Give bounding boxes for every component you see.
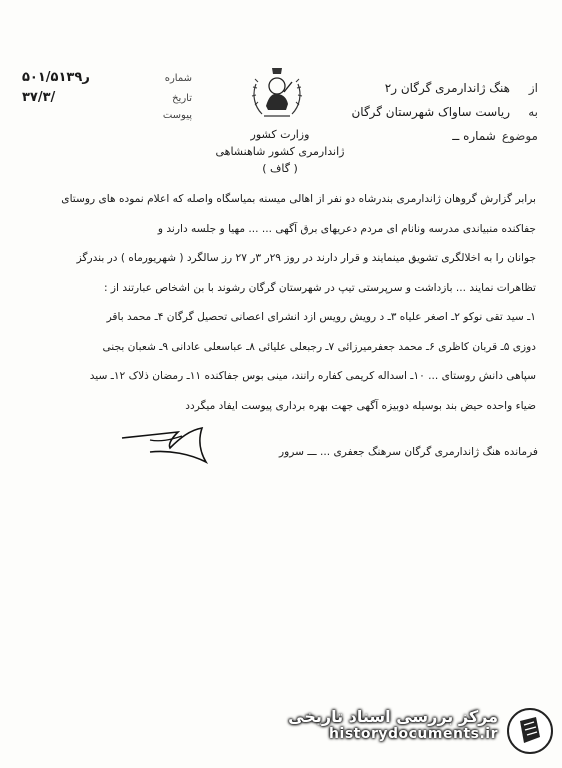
body-line: دوزی ۵ـ قربان کاظری ۶ـ محمد جعفرمیرزائی ۷ـ رجبعلی علیائی ۸ـ عباسعلی عادانی ۹ـ شعبان بجنی: [102, 340, 536, 353]
lion-and-sun-emblem-icon: [246, 62, 308, 122]
ministry-name: وزارت کشور: [250, 128, 310, 141]
to-label: به: [528, 105, 538, 119]
reference-block: [22, 70, 192, 130]
from-label: از: [528, 81, 538, 95]
attachment-label: پیوست: [162, 110, 192, 121]
watermark-url: historydocuments.ir: [329, 726, 498, 742]
letter-body: [24, 185, 536, 421]
letter-date: ۳۷/۳/: [22, 90, 56, 105]
body-line: ۱ـ سید تقی نوکو ۲ـ اصغر علیاه ۳ـ د رویش رویس ازد انشرای اعصانی تحصیل گرگان ۴ـ محمد باقر: [106, 311, 536, 323]
archive-logo-icon: [506, 707, 554, 755]
body-line: ضیاء واحده حیض بند بوسیله دوبیزه آگهی جهت بهره برداری پیوست ایفاد میگردد: [185, 399, 536, 412]
subject-value: شماره ــ: [452, 129, 496, 143]
from-value: هنگ ژاندارمری گرگان ر۲: [384, 81, 510, 95]
body-line: سپاهی دانش روستای ... ۱۰ـ اسداله کریمی کفاره رانند، مینی بوس جفاکنده ۱۱ـ رمضان ذلاک ۱۲ـ سید: [89, 370, 536, 382]
letter-date-label: تاریخ: [172, 93, 192, 104]
letter-number: ۵۰۱/۵ر۱۳۹: [22, 70, 90, 85]
body-line: جفاکنده منبیاندی مدرسه ونانام ای مردم دعریهای برق آگهی ... ... مهیا و جلسه دارند و: [157, 222, 536, 235]
to-value: ریاست ساواک شهرستان گرگان: [351, 105, 510, 119]
body-line: تظاهرات نمایند ... بازداشت و سرپرستی تیپ در شهرستان گرگان رشوند با بن اشخاص عبارتند از :: [103, 281, 536, 294]
body-line: جوانان را به اخلالگری تشویق مینمایند و قرار دارند در روز ۲۹ر ۳ر ۲۷ رز سالگرد ( شهریورماه ) در بندرگز: [76, 252, 536, 264]
addressing-block: [308, 76, 538, 148]
watermark-title: مرکز بررسی اسناد تاریخی: [288, 707, 498, 726]
letter-number-label: شماره: [164, 73, 192, 84]
subject-label: موضوع: [501, 129, 538, 143]
archive-watermark: [258, 703, 558, 761]
unit-code: ( گاف ): [262, 162, 298, 175]
body-line: برابر گزارش گروهان ژاندارمری بندرشاه دو نفر از اهالی میسنه بمیاسگاه واصله که اعلام نموده های روستای: [61, 193, 536, 205]
signatory-line: فرمانده هنگ ژاندارمری گرگان سرهنگ جعفری ... ـــ سرور: [279, 446, 538, 458]
gendarmerie-name: ژاندارمری کشور شاهنشاهی: [215, 145, 345, 158]
